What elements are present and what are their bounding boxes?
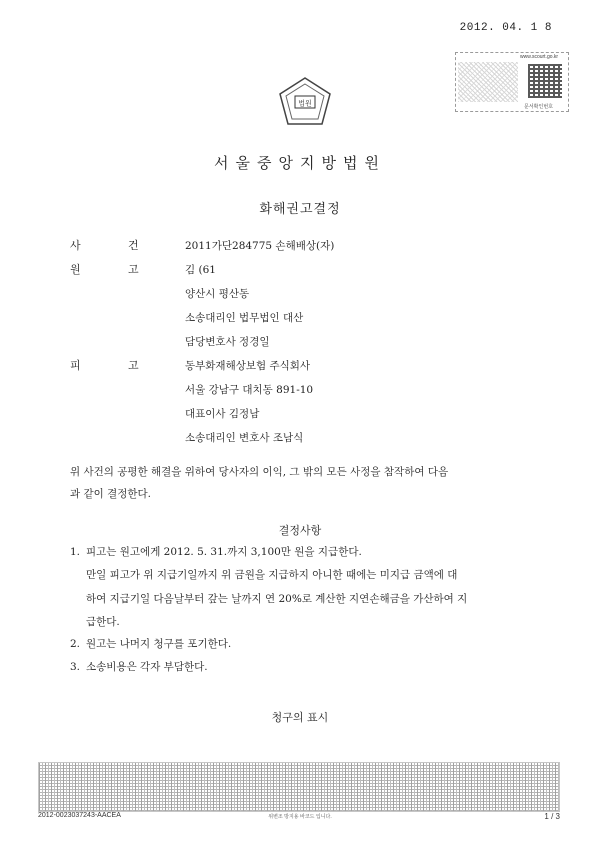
decision-1-line: 하여 지급기일 다음날부터 갚는 날까지 연 20%로 계산한 지연손해금을 가산하여 지 [86, 593, 468, 605]
decision-3-line: 소송비용은 각자 부담한다. [86, 661, 208, 673]
page-number: 1 / 3 [544, 812, 560, 821]
defendant-ceo: 대표이사 김정남 [185, 408, 260, 420]
defendant-address: 서울 강남구 대치동 891-10 [185, 384, 314, 396]
plaintiff-address: 양산시 평산동 [185, 288, 250, 300]
label-plaintiff-1: 원 [70, 263, 81, 276]
intro-paragraph [70, 461, 570, 505]
plaintiff-attorney: 담당변호사 정경일 [185, 336, 270, 348]
intro-line: 과 같이 결정한다. [70, 488, 152, 500]
verification-url: www.scourt.go.kr [520, 54, 559, 60]
defendant-counsel: 소송대리인 변호사 조남식 [185, 432, 304, 444]
case-number: 2011가단284775 손해배상(자) [185, 240, 335, 252]
court-seal-icon [276, 76, 334, 128]
label-defendant-1: 피 [70, 359, 81, 372]
plaintiff-counsel: 소송대리인 법무법인 대산 [185, 312, 304, 324]
document-id: 2012-0023037243-AACEA [38, 812, 121, 819]
document-title: 화해권고결정 [259, 202, 341, 217]
verification-label: 문서확인번호 [524, 104, 553, 110]
decision-heading: 결정사항 [278, 524, 322, 537]
seal-text: 법원 [298, 99, 312, 108]
plaintiff-name: 김 (61 [185, 264, 216, 276]
decision-2-line: 원고는 나머지 청구를 포기한다. [86, 638, 232, 650]
label-defendant-2: 고 [128, 359, 139, 372]
court-name: 서울중앙지방법원 [214, 154, 386, 172]
decision-1-line: 급한다. [86, 616, 120, 628]
qr-code-icon [528, 64, 562, 98]
decision-1-line: 피고는 원고에게 2012. 5. 31.까지 3,100만 원을 지급한다. [86, 546, 362, 558]
label-plaintiff-2: 고 [128, 263, 139, 276]
label-case-1: 사 [70, 239, 81, 252]
decision-1-num: 1. [70, 546, 81, 558]
decision-2-num: 2. [70, 638, 81, 650]
barcode-note: 위변조 방지용 바코드 입니다. [268, 814, 332, 820]
label-case-2: 건 [128, 239, 139, 252]
intro-line: 위 사건의 공평한 해결을 위하여 당사자의 이익, 그 밖의 모든 사정을 참작하여 다음 [70, 466, 449, 478]
defendant-name: 동부화재해상보험 주식회사 [185, 360, 311, 372]
issue-date: 2012. 04. 1 8 [459, 22, 552, 34]
decision-1-line: 만일 피고가 위 지급기일까지 위 금원을 지급하지 아니한 때에는 미지급 금액에 대 [86, 569, 458, 581]
claim-heading: 청구의 표시 [271, 711, 329, 724]
decision-3-num: 3. [70, 661, 81, 673]
verification-pattern [458, 62, 518, 102]
anti-forgery-barcode [38, 762, 560, 812]
